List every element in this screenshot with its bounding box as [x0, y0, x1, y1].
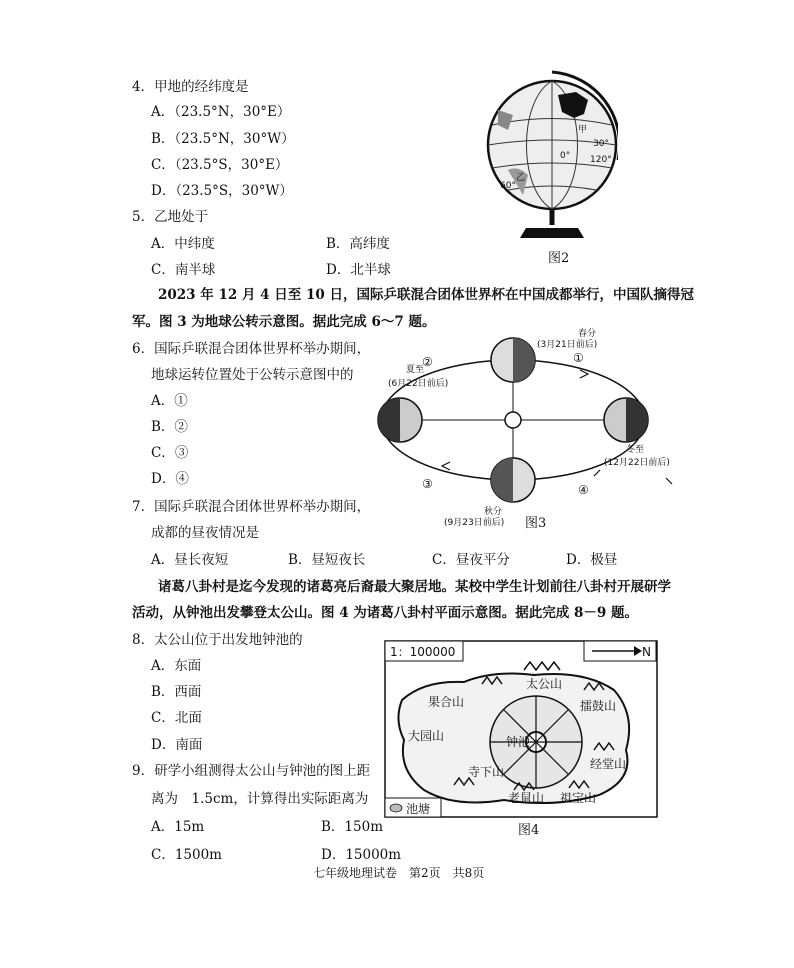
- figure-4-caption: 图4: [518, 823, 540, 838]
- q5-option-d[interactable]: D．北半球: [326, 262, 391, 278]
- q9-option-c[interactable]: C．1500m: [151, 847, 222, 863]
- q6-option-d[interactable]: D．④: [151, 471, 189, 487]
- fig4-scale: 1：100000: [390, 645, 456, 659]
- q5-stem: 5．乙地处于: [132, 209, 209, 225]
- fig4-legend-pond: 池塘: [406, 802, 431, 816]
- sun-icon: [505, 412, 521, 428]
- q6-stem-line1: 6．国际乒联混合团体世界杯举办期间，: [132, 341, 371, 357]
- figure-2-globe: [478, 50, 618, 250]
- fig3-position-1: ①: [573, 351, 584, 365]
- q4-option-c[interactable]: C．（23.5°S，30°E）: [151, 157, 289, 173]
- fig3-position-4: ④: [578, 483, 589, 497]
- q9-stem-line1: 9．研学小组测得太公山与钟池的图上距: [132, 763, 371, 779]
- q4-option-a[interactable]: A．（23.5°N，30°E）: [151, 104, 291, 120]
- q9-option-b[interactable]: B．150m: [321, 819, 383, 835]
- figure-4-village-map: [384, 640, 658, 818]
- q7-option-d[interactable]: D．极昼: [566, 552, 618, 568]
- q8-option-b[interactable]: B．西面: [151, 684, 202, 700]
- q8-option-c[interactable]: C．北面: [151, 710, 202, 726]
- q5-option-b[interactable]: B．高纬度: [326, 236, 390, 252]
- fig2-label-yi: 乙: [516, 173, 526, 183]
- q7-stem-line1: 7．国际乒联混合团体世界杯举办期间，: [132, 499, 371, 515]
- passage2-line2: 活动，从钟池出发攀登太公山。图 4 为诸葛八卦村平面示意图。据此完成 8－9 题。: [132, 605, 638, 621]
- passage1-line2: 军。图 3 为地球公转示意图。据此完成 6～7 题。: [132, 314, 436, 330]
- figure-3-caption: 图3: [525, 516, 547, 531]
- q4-option-b[interactable]: B．（23.5°N，30°W）: [151, 131, 295, 147]
- fig2-label-jia: 甲: [578, 125, 588, 135]
- q6-option-b[interactable]: B．②: [151, 419, 188, 435]
- fig2-label-30: 30°: [593, 139, 609, 149]
- fig4-place-guoheshan: 果合山: [428, 695, 465, 709]
- fig3-autumn-date: (9月23日前后): [444, 518, 505, 528]
- figure-3-orbit-diagram: [370, 320, 680, 532]
- q6-option-a[interactable]: A．①: [151, 393, 188, 409]
- q4-stem: 4．甲地的经纬度是: [132, 79, 249, 95]
- fig3-autumn-label: 秋分: [484, 507, 503, 517]
- fig4-place-taigongshan: 太公山: [526, 677, 563, 691]
- passage1-line1: 2023 年 12 月 4 日至 10 日，国际乒联混合团体世界杯在中国成都举行，中国队摘得冠: [158, 287, 694, 303]
- fig3-spring-label: 春分: [578, 329, 597, 339]
- fig3-spring-date: (3月21日前后): [537, 340, 598, 350]
- fig2-label-0: 0°: [560, 151, 571, 161]
- q9-stem-line2: 离为 1.5cm，计算得出实际距离为: [151, 791, 369, 807]
- fig3-summer-date: (6月22日前后): [388, 379, 449, 389]
- q7-option-c[interactable]: C．昼夜平分: [432, 552, 510, 568]
- q6-stem-line2: 地球运转位置处于公转示意图中的: [151, 367, 354, 383]
- q5-option-a[interactable]: A．中纬度: [151, 236, 215, 252]
- fig3-position-3: ③: [422, 477, 433, 491]
- q4-option-d[interactable]: D．（23.5°S，30°W）: [151, 183, 293, 199]
- fig4-place-laoshushan: 老鼠山: [508, 791, 545, 805]
- q9-option-d[interactable]: D．15000m: [321, 847, 402, 863]
- q8-option-a[interactable]: A．东面: [151, 658, 202, 674]
- fig4-place-leigushan: 擂鼓山: [580, 699, 617, 713]
- fig3-summer-label: 夏至: [406, 365, 425, 375]
- fig4-place-jingtangshan: 经堂山: [590, 757, 627, 771]
- q8-stem: 8．太公山位于出发地钟池的: [132, 632, 303, 648]
- fig3-winter-date: (12月22日前后): [604, 458, 670, 468]
- fig2-label-120: 120°: [590, 155, 612, 165]
- fig4-place-zubaoshan: 祖宝山: [560, 791, 597, 805]
- q8-option-d[interactable]: D．南面: [151, 737, 203, 753]
- fig4-place-sixiashan: 寺下山: [468, 765, 505, 779]
- q6-option-c[interactable]: C．③: [151, 445, 189, 461]
- fig4-place-zhongchi: 钟池: [506, 735, 531, 749]
- fig4-north: N: [642, 645, 651, 659]
- figure-2-caption: 图2: [548, 251, 570, 266]
- fig4-place-dayuanshan: 大园山: [408, 729, 445, 743]
- q7-stem-line2: 成都的昼夜情况是: [151, 525, 259, 541]
- pond-legend-icon: [390, 804, 402, 812]
- q7-option-a[interactable]: A．昼长夜短: [151, 552, 229, 568]
- page-footer: 七年级地理试卷 第2页 共8页: [313, 866, 485, 880]
- fig3-winter-label: 冬至: [626, 445, 645, 455]
- q5-option-c[interactable]: C．南半球: [151, 262, 216, 278]
- fig2-label-60: 60°: [500, 181, 516, 191]
- fig3-position-2: ②: [422, 355, 433, 369]
- q9-option-a[interactable]: A．15m: [151, 819, 205, 835]
- passage2-line1: 诸葛八卦村是迄今发现的诸葛亮后裔最大聚居地。某校中学生计划前往八卦村开展研学: [158, 579, 671, 595]
- q7-option-b[interactable]: B．昼短夜长: [288, 552, 366, 568]
